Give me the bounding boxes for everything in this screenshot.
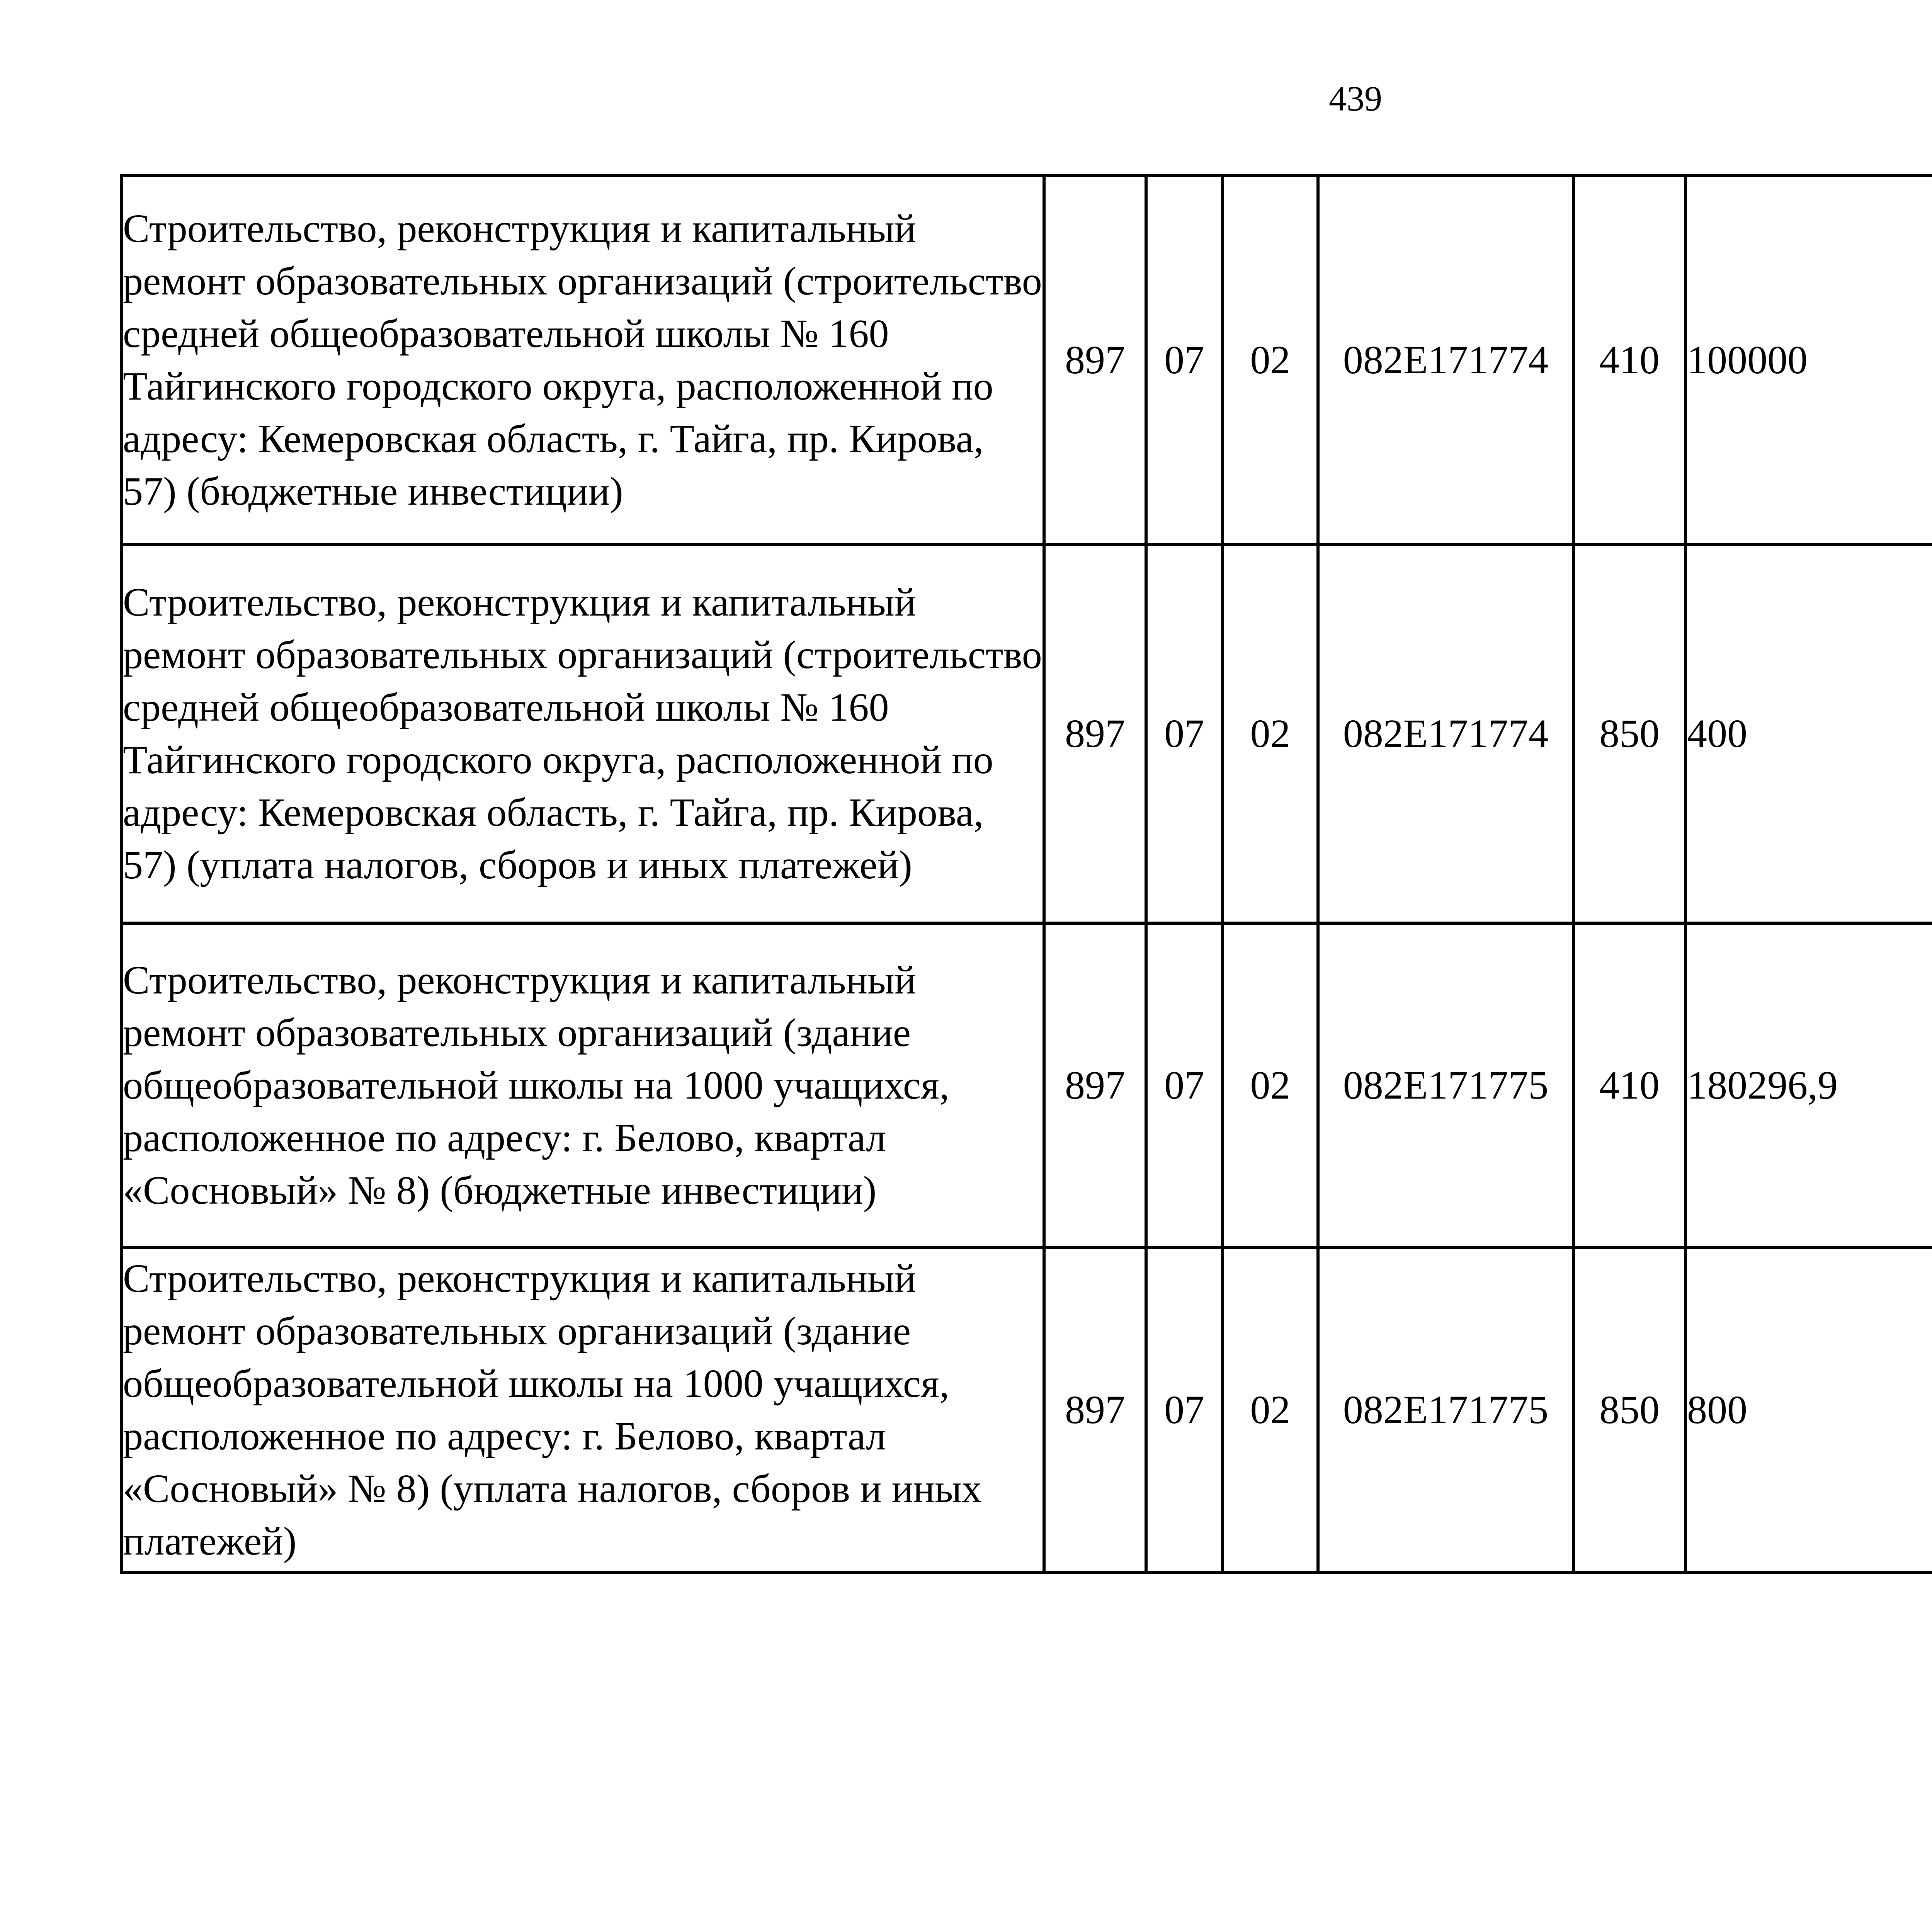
amount-cell: 800 bbox=[1685, 1248, 1932, 1572]
target-article-code-cell: 082E171775 bbox=[1318, 1248, 1573, 1572]
target-article-code-cell: 082E171774 bbox=[1318, 175, 1573, 544]
expense-name-cell: Строительство, реконструкция и капитальный ремонт образовательных организаций (здание общеобразовательной школы на 1000 учащихся, расположенное по адресу: г. Белово, квартал «Сосновый» № 8) (бюджетные инвестиции) bbox=[121, 923, 1044, 1248]
section-code-cell: 07 bbox=[1146, 544, 1223, 923]
ministry-code-cell: 897 bbox=[1044, 923, 1146, 1248]
ministry-code-cell: 897 bbox=[1044, 175, 1146, 544]
section-code-cell: 07 bbox=[1146, 1248, 1223, 1572]
ministry-code-cell: 897 bbox=[1044, 544, 1146, 923]
expense-type-code-cell: 410 bbox=[1573, 923, 1685, 1248]
expense-type-code-cell: 850 bbox=[1573, 544, 1685, 923]
subsection-code-cell: 02 bbox=[1223, 544, 1318, 923]
section-code-cell: 07 bbox=[1146, 175, 1223, 544]
expense-name-cell: Строительство, реконструкция и капитальный ремонт образовательных организаций (строительство средней общеобразовательной школы № 160 Тайгинского городского округа, расположенной по адресу: Кемеровская область, г. Тайга, пр. Кирова, 57) (уплата налогов, сборов и иных платежей) bbox=[121, 544, 1044, 923]
amount-cell: 100000 bbox=[1685, 175, 1932, 544]
table-row bbox=[121, 175, 1932, 544]
amount-cell: 180296,9 bbox=[1685, 923, 1932, 1248]
subsection-code-cell: 02 bbox=[1223, 175, 1318, 544]
section-code-cell: 07 bbox=[1146, 923, 1223, 1248]
table-row bbox=[121, 544, 1932, 923]
table-row bbox=[121, 923, 1932, 1248]
amount-cell: 400 bbox=[1685, 544, 1932, 923]
expense-type-code-cell: 850 bbox=[1573, 1248, 1685, 1572]
budget-table bbox=[120, 174, 1932, 1574]
ministry-code-cell: 897 bbox=[1044, 1248, 1146, 1572]
subsection-code-cell: 02 bbox=[1223, 1248, 1318, 1572]
expense-type-code-cell: 410 bbox=[1573, 175, 1685, 544]
subsection-code-cell: 02 bbox=[1223, 923, 1318, 1248]
target-article-code-cell: 082E171774 bbox=[1318, 544, 1573, 923]
target-article-code-cell: 082E171775 bbox=[1318, 923, 1573, 1248]
table-row bbox=[121, 1248, 1932, 1572]
expense-name-cell: Строительство, реконструкция и капитальный ремонт образовательных организаций (строительство средней общеобразовательной школы № 160 Тайгинского городского округа, расположенной по адресу: Кемеровская область, г. Тайга, пр. Кирова, 57) (бюджетные инвестиции) bbox=[121, 175, 1044, 544]
page-number: 439 bbox=[1329, 79, 1382, 118]
expense-name-cell: Строительство, реконструкция и капитальный ремонт образовательных организаций (здание общеобразовательной школы на 1000 учащихся, расположенное по адресу: г. Белово, квартал «Сосновый» № 8) (уплата налогов, сборов и иных платежей) bbox=[121, 1248, 1044, 1572]
